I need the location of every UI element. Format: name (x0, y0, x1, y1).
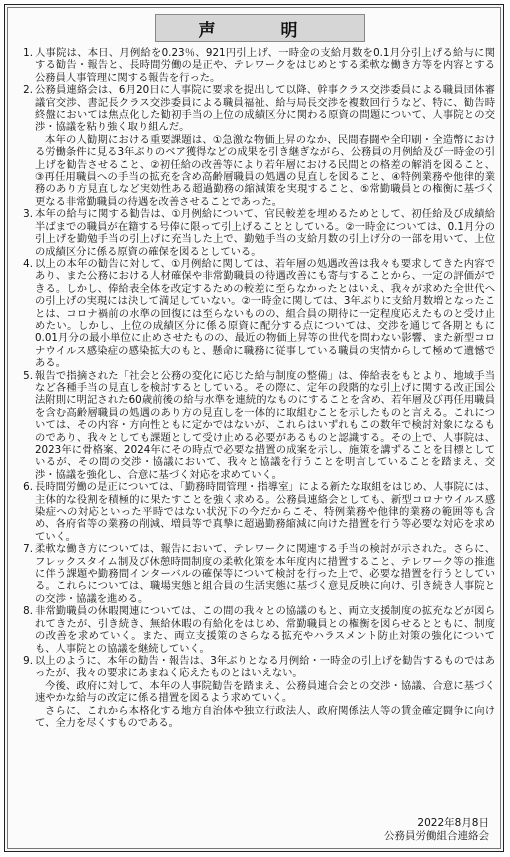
item-text: 長時間労働の是正については、「勤務時間管理・指導室」による新たな取組をはじめ、人事院には、主体的な役割を積極的に果たすことを強く求める。公務員連絡会としても、新型コロナウイルス感染症への対応といった平時ではない状況下の今だからこそ、特例業務や他律的業務の範囲等も含め、各府省等の業務の削減、増員等で真摯に超過勤務縮減に向けた措置を行う等必要な対応を求めていく。 (35, 481, 495, 543)
statement-organization: 公務員労働組合連絡会 (384, 830, 489, 842)
item-number: 4. (23, 257, 33, 270)
statement-paragraph (13, 680, 495, 705)
item-text: 報告で指摘された「社会と公務の変化に応じた給与制度の整備」は、俸給表をもとより、地域手当など各種手当の見直しを検討するとしている。その際に、定年の段階的な引上げに関する改正国公法附則に明記された60歳前後の給与水準を連続的なものにすることを含め、若年層及び再任用職員を含む高齢層職員の処遇のあり方の見直しを一体的に取組むことを示したものと言える。これについては、その内容・方向性ともに定かではないが、これらはいずれもこの数年で検討対象になるものであり、我々としても課題として受け止める必要があるものと認識する。その上で、人事院は、2023年に骨格案、2024年にその時点で必要な措置の成案を示し、施策を講ずることを目標としているが、その間の交渉・協議において、我々と協議を行うことを明言していることを踏まえ、交渉・協議を強化し、合意に基づく対応を求めていく。 (35, 369, 495, 481)
paragraph-text: さらに、これから本格化する地方自治体や独立行政法人、政府関係法人等の賃金確定闘争に向けて、全力を尽くすものである。 (35, 704, 495, 729)
statement-item (13, 605, 495, 655)
paragraph-text: 今後、政府に対して、本年の人事院勧告を踏まえ、公務員連合会との交渉・協議、合意に基づく速やかな給与の改定に係る措置を図るよう求めていく。 (35, 679, 495, 705)
item-number: 3. (23, 208, 33, 221)
item-number: 6. (23, 481, 33, 494)
statement-footer (384, 817, 489, 843)
item-number: 7. (23, 543, 33, 556)
statement-title: 声 明 (155, 14, 365, 42)
item-text: 本年の給与に関する勧告は、①月例給について、官民較差を埋めるためとして、初任給及び成績給半ばまでの職員が在籍する号俸に限って引上げることとしている。②一時金については、0.1月分の引上げを勤勉手当の引上げに充当した上で、勤勉手当の支給月数の引上げ分の一部を用いて、上位の成績区分に係る原資の確保を図るとしている。 (35, 208, 495, 258)
statement-item (13, 543, 495, 605)
item-text: 柔軟な働き方については、報告において、テレワークに関連する手当の検討が示された。さらに、フレックスタイム制及び休憩時間制度の柔軟化策を本年度内に措置すること、テレワーク等の推進に伴う課題や勤務間インターバルの確保等について検討を行った上で、必要な措置を行うとしている。これらについては、職場実態と組合員の生活実態に基づく意見反映に向け、引き続き人事院との交渉・協議を進める。 (35, 543, 495, 605)
statement-item (13, 84, 495, 134)
statement-item (13, 655, 495, 680)
item-text: 非常勤職員の休暇関連については、この間の我々との協議のもと、両立支援制度の拡充などが図られてきたが、引き続き、無給休暇の有給化をはじめ、常勤職員との権衡を図らせるとともに、制度の改善を求めていく。また、両立支援策のさらなる拡充やハラスメント防止対策の強化についても、人事院との協議を継続していく。 (35, 605, 495, 655)
statement-date: 2022年8月8日 (417, 817, 489, 829)
item-number: 2. (23, 84, 33, 97)
statement-paragraph (13, 134, 495, 208)
statement-frame (4, 4, 504, 852)
statement-item (13, 258, 495, 370)
statement-item (13, 208, 495, 258)
statement-item (13, 47, 495, 84)
item-number: 9. (23, 654, 33, 667)
paragraph-text: 本年の人勧期における重要課題は、①急激な物価上昇のなか、民間春闘や全印刷・全造幣における労働条件に見る3年ぶりのベア獲得などの成果を引き継ぎながら、公務員の月例給及び一時金の引上げを勧告させること、②初任給の改善等により若年層における民間との格差の解消を図ること、③再任用職員への手当の拡充を含め高齢層職員の処遇の見直しを図ること、④特例業務や他律的業務のあり方見直しなど実効性ある超過勤務の縮減策を実現すること、⑤常勤職員との権衡に基づく更なる非常勤職員の待遇を改善させることであった。 (35, 133, 495, 208)
item-number: 8. (23, 605, 33, 618)
item-text: 以上の本年の勧告に対して、①月例給に関しては、若年層の処遇改善は我々も要求してきた内容であり、また公務における人材確保や非常勤職員の待遇改善にも寄与することから、一定の評価ができる。しかし、俸給表全体を改定するための較差に至らなかったとはいえ、我々が求めた全世代への引上げの実現には決して満足していない。②一時金に関しては、3年ぶりに支給月数増となったことは、コロナ禍前の水準の回復には至らないものの、組合員の期待に一定程度応えたものと受け止めたい。しかし、上位の成績区分に係る原資に配分する点については、交渉を通じて各期ともに0.01月分の最小単位に止めさせたものの、最近の物価上昇等の世代を問わない影響、また新型コロナウイルス感染症の感染拡大のもと、懸命に職務に従事している職員の実情からして極めて遺憾である。 (35, 257, 495, 370)
statement-item (13, 370, 495, 482)
item-text: 人事院は、本日、月例給を0.23％、921円引上げ、一時金の支給月数を0.1月分引上げる給与に関する勧告・報告と、長時間労働の是正や、テレワークをはじめとする柔軟な働き方等を内容とする公務員人事管理に関する報告を行った。 (35, 47, 495, 84)
item-text: 以上のように、本年の勧告・報告は、3年ぶりとなる月例給・一時金の引上げを勧告するものではあったが、我々の要求にあまねく応えたものとはいえない。 (35, 654, 495, 680)
item-number: 1. (23, 47, 33, 59)
item-number: 5. (23, 369, 33, 382)
statement-body (13, 47, 495, 729)
item-text: 公務員連絡会は、6月20日に人事院に要求を提出して以降、幹事クラス交渉委員による職員団体審議官交渉、書記長クラス交渉委員による職員福祉、給与局長交渉を複数回行うなど、特に、勧告時終盤においては焦点化した勧初手当の上位の成績区分に関わる原資の問題について、人事院との交渉・協議を粘り強く取り組んだ。 (35, 84, 495, 134)
statement-paragraph (13, 705, 495, 730)
statement-item (13, 481, 495, 543)
